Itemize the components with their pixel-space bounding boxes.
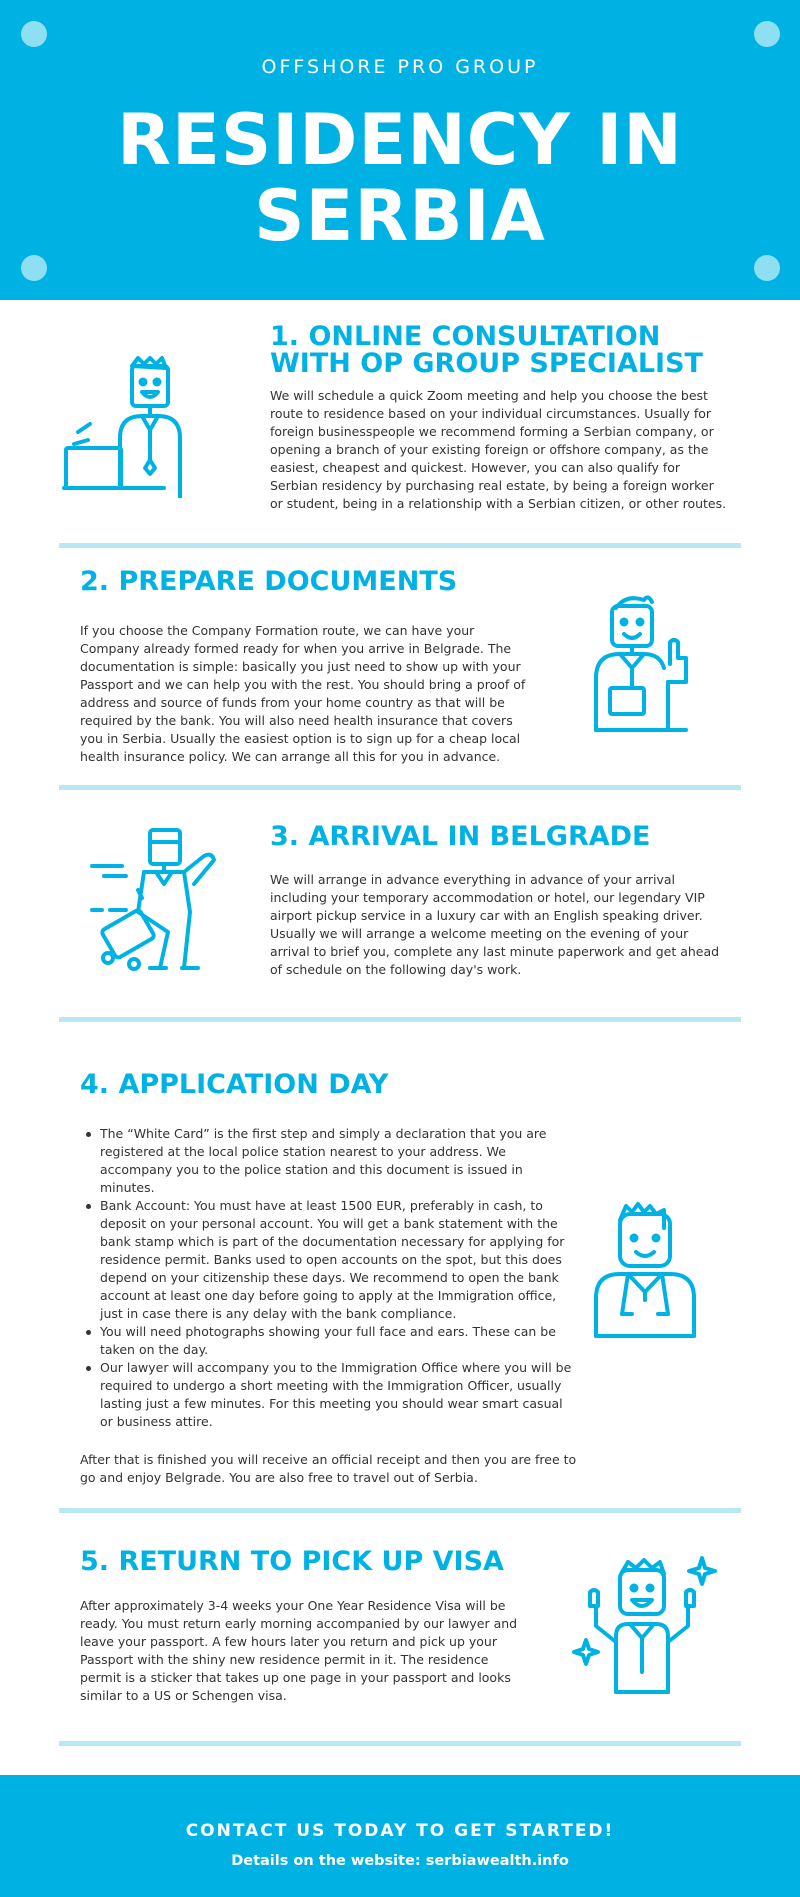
traveler-suitcase-icon: [86, 826, 222, 972]
page-title-line-2: SERBIA: [254, 175, 546, 257]
contact-cta: CONTACT US TODAY TO GET STARTED!: [185, 1821, 615, 1841]
man-thumbs-up-icon: [586, 590, 702, 736]
businessman-icon: [592, 1198, 698, 1342]
section-divider: [59, 1741, 741, 1746]
step-3-title: 3. ARRIVAL IN BELGRADE: [270, 821, 651, 852]
corner-dot-bottom-right: [754, 255, 780, 281]
consultant-laptop-icon: [60, 348, 210, 498]
step-4-title: 4. APPLICATION DAY: [80, 1069, 389, 1100]
header-banner: [0, 0, 800, 300]
application-day-list: [80, 1125, 578, 1431]
step-3-text: We will arrange in advance everything in advance of your arrival including your temporary accommodation or hotel, our legendary VIP airport pickup service in a luxury car with an English speaking driver. Usually we will arrange a welcome meeting on the evening of your arrival to brief you, complete any last minute paperwork and get ahead of schedule on the following day's work.: [270, 872, 720, 977]
section-divider: [59, 543, 741, 548]
step-4-after-text: After that is finished you will receive an official receipt and then you are free to go and enjoy Belgrade. You are also free to travel out of Serbia.: [80, 1452, 577, 1485]
section-divider: [59, 1508, 741, 1513]
corner-dot-bottom-left: [21, 255, 47, 281]
step-1-text: We will schedule a quick Zoom meeting and help you choose the best route to residence based on your individual circumstances. Usually for foreign businesspeople we recommend forming a Serbian company, or opening a branch of your existing foreign or offshore company, as the easiest, cheapest and quickest. However, you can also qualify for Serbian residency by purchasing real estate, by being a foreign worker or student, being in a relationship with a Serbian citizen, or other routes.: [270, 388, 727, 511]
step-1-title-line-2: WITH OP GROUP SPECIALIST: [270, 348, 703, 379]
step-5-title: 5. RETURN TO PICK UP VISA: [80, 1546, 504, 1577]
list-item: You will need photographs showing your full face and ears. These can be taken on the day.: [80, 1323, 578, 1359]
step-1-title-line-1: 1. ONLINE CONSULTATION: [270, 321, 661, 352]
footer-banner: [0, 1775, 800, 1897]
list-item: The “White Card” is the first step and simply a declaration that you are registered at the local police station nearest to your address. We accompany you to the police station and this document is issued in minutes.: [80, 1125, 578, 1197]
list-item: Bank Account: You must have at least 1500 EUR, preferably in cash, to deposit on your personal account. You will get a bank statement with the bank stamp which is part of the documentation necessary for applying for residence permit. Banks used to open accounts on the spot, but this does depend on your citizenship these days. We recommend to open the bank account at least one day before going to apply at the Immigration office, just in case there is any delay with the bank compliance.: [80, 1197, 578, 1323]
step-2-title: 2. PREPARE DOCUMENTS: [80, 566, 458, 597]
brand-name: OFFSHORE PRO GROUP: [261, 56, 539, 78]
page-title-line-1: RESIDENCY IN: [117, 99, 683, 181]
corner-dot-top-left: [21, 21, 47, 47]
step-1-title: [270, 323, 730, 377]
section-divider: [59, 1017, 741, 1022]
list-item: Our lawyer will accompany you to the Immigration Office where you will be required to undergo a short meeting with the Immigration Officer, usually lasting just a few minutes. For this meeting you should wear smart casual or business attire.: [80, 1359, 578, 1431]
page-title: [0, 99, 800, 257]
website-details: Details on the website: serbiawealth.info: [231, 1853, 569, 1869]
section-divider: [59, 785, 741, 790]
corner-dot-top-right: [754, 21, 780, 47]
celebrating-man-icon: [572, 1552, 718, 1698]
step-2-text: If you choose the Company Formation route, we can have your Company already formed ready for when you arrive in Belgrade. The documentation is simple: basically you just need to show up with your Passport and we can help you with the rest. You should bring a proof of address and source of funds from your home country as that will be required by the bank. You will also need health insurance that covers you in Serbia. Usually the easiest option is to sign up for a cheap local health insurance policy. We can arrange all this for you in advance.: [80, 623, 526, 764]
step-5-text: After approximately 3-4 weeks your One Year Residence Visa will be ready. You must return early morning accompanied by our lawyer and leave your passport. A few hours later you return and pick up your Passport with the shiny new residence permit in it. The residence permit is a sticker that takes up one page in your passport and looks similar to a US or Schengen visa.: [80, 1598, 518, 1703]
